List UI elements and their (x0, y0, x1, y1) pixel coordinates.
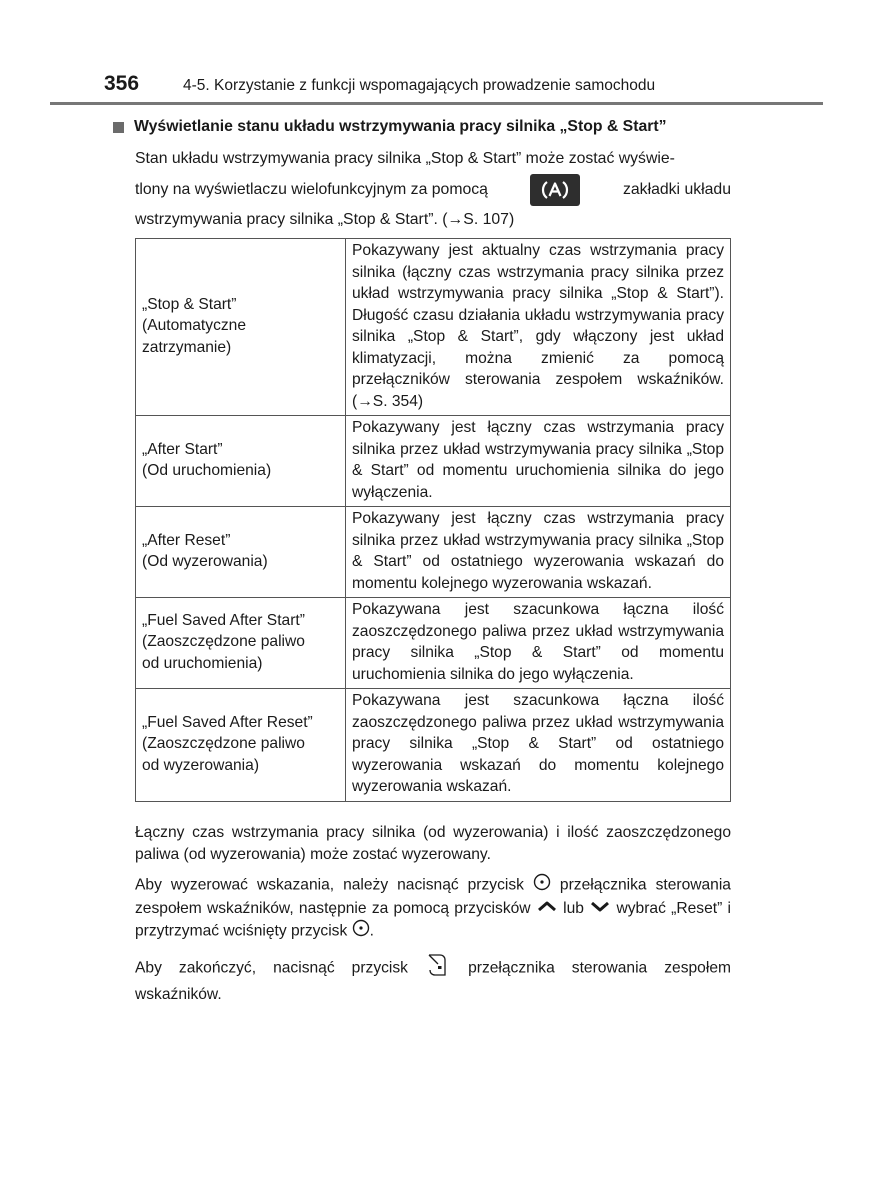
description-text: Pokazywany jest aktualny czas wstrzymania pracy silnika (łączny czas wstrzymania pracy silnika przez układ wstrzymywania pracy silnika „Stop & Start”). Długość czasu działania układu wstrzymywania pracy silnika „Stop & Start”, gdy włączony jest układ klimatyzacji, można zmienić za pomocą przełączników sterowania zespołem wskaźników. (→S. 354) (352, 242, 724, 410)
note-text: przełącznika sterowania zespołem wskaźników. (135, 959, 731, 1004)
table-row (136, 689, 731, 802)
note-text: wybrać „Reset” i przytrzymać wciśnięty przycisk (135, 899, 732, 940)
table-term-cell (136, 239, 346, 416)
table-desc-cell (346, 507, 731, 598)
note-text: Łączny czas wstrzymania pracy silnika (od wyzerowania) i ilość zaoszczędzonego paliwa (od wyzerowania) może zostać wyzerowany. (135, 824, 731, 863)
table-term-cell (136, 689, 346, 802)
table-row (136, 416, 731, 507)
chapter-title: 4-5. Korzystanie z funkcji wspomagających prowadzenie samochodu (183, 77, 656, 94)
intro-line (135, 143, 731, 175)
note-text: przełącznika sterowania zespołem wskaźników, następnie za pomocą przycisków (135, 876, 731, 917)
table-desc-cell (346, 689, 731, 802)
intro-text: tlony na wyświetlaczu wielofunkcyjnym za pomocą (135, 181, 488, 198)
term-text: „Fuel Saved After Start” (Zaoszczędzone paliwo od uruchomienia) (142, 611, 305, 672)
section-heading (113, 118, 667, 136)
down-arrow-icon (589, 898, 611, 920)
section-title: Wyświetlanie stanu układu wstrzymywania pracy silnika „Stop & Start” (134, 118, 667, 135)
description-text: Pokazywana jest szacunkowa łączna ilość zaoszczędzonego paliwa przez układ wstrzymywania pracy silnika „Stop & Start” od ostatniego wyzerowania wskazań do momentu kolejnego wyzerowania wskazań. (352, 692, 724, 795)
description-text: Pokazywana jest szacunkowa łączna ilość zaoszczędzonego paliwa przez układ wstrzymywania pracy silnika „Stop & Start” od momentu uruchomienia silnika do jego wyłączenia. (352, 601, 724, 683)
term-text: „Stop & Start” (Automatyczne zatrzymanie) (142, 295, 247, 356)
intro-paragraph (135, 143, 731, 235)
display-modes-table (135, 238, 731, 802)
note-text: Aby wyzerować wskazania, należy nacisnąć przycisk (135, 876, 524, 894)
note-paragraph (135, 822, 731, 865)
intro-text: wstrzymywania pracy silnika „Stop & Start”. (→S. 107) (135, 211, 515, 228)
page-number: 356 (104, 72, 140, 95)
table-term-cell (136, 507, 346, 598)
note-text: lub (563, 899, 584, 917)
term-text: „After Reset” (Od wyzerowania) (142, 531, 268, 570)
stop-start-tab-icon (530, 174, 580, 206)
term-text: „Fuel Saved After Reset” (Zaoszczędzone paliwo od wyzerowania) (142, 713, 313, 774)
intro-text: zakładki układu (622, 181, 731, 198)
table-row (136, 598, 731, 689)
description-text: Pokazywany jest łączny czas wstrzymania pracy silnika przez układ wstrzymywania pracy silnika „Stop & Start” od momentu uruchomienia silnika do jego wyłączenia. (352, 419, 724, 501)
table-desc-cell (346, 416, 731, 507)
table-desc-cell (346, 239, 731, 416)
intro-text: Stan układu wstrzymywania pracy silnika „Stop & Start” może zostać wyświe- (135, 150, 675, 167)
header-rule (50, 102, 823, 105)
back-button-icon (425, 952, 451, 985)
table-desc-cell (346, 598, 731, 689)
page-header (104, 72, 824, 102)
term-text: „After Start” (Od uruchomienia) (142, 440, 272, 479)
table-term-cell (136, 416, 346, 507)
description-text: Pokazywany jest łączny czas wstrzymania pracy silnika przez układ wstrzymywania pracy silnika „Stop & Start” od ostatniego wyzerowania wskazań do momentu kolejnego wyzerowania wskazań. (352, 510, 724, 592)
square-bullet-icon (113, 122, 124, 133)
note-paragraph (135, 952, 731, 1006)
intro-line (135, 205, 731, 235)
enter-button-icon (352, 919, 370, 944)
table-row (136, 239, 731, 416)
notes-section (135, 822, 731, 1014)
note-text: . (369, 922, 374, 940)
up-arrow-icon (536, 898, 558, 920)
enter-button-icon (533, 873, 551, 898)
note-paragraph (135, 873, 731, 944)
note-text: Aby zakończyć, nacisnąć przycisk (135, 959, 408, 976)
table-row (136, 507, 731, 598)
table-term-cell (136, 598, 346, 689)
intro-line (135, 175, 731, 205)
